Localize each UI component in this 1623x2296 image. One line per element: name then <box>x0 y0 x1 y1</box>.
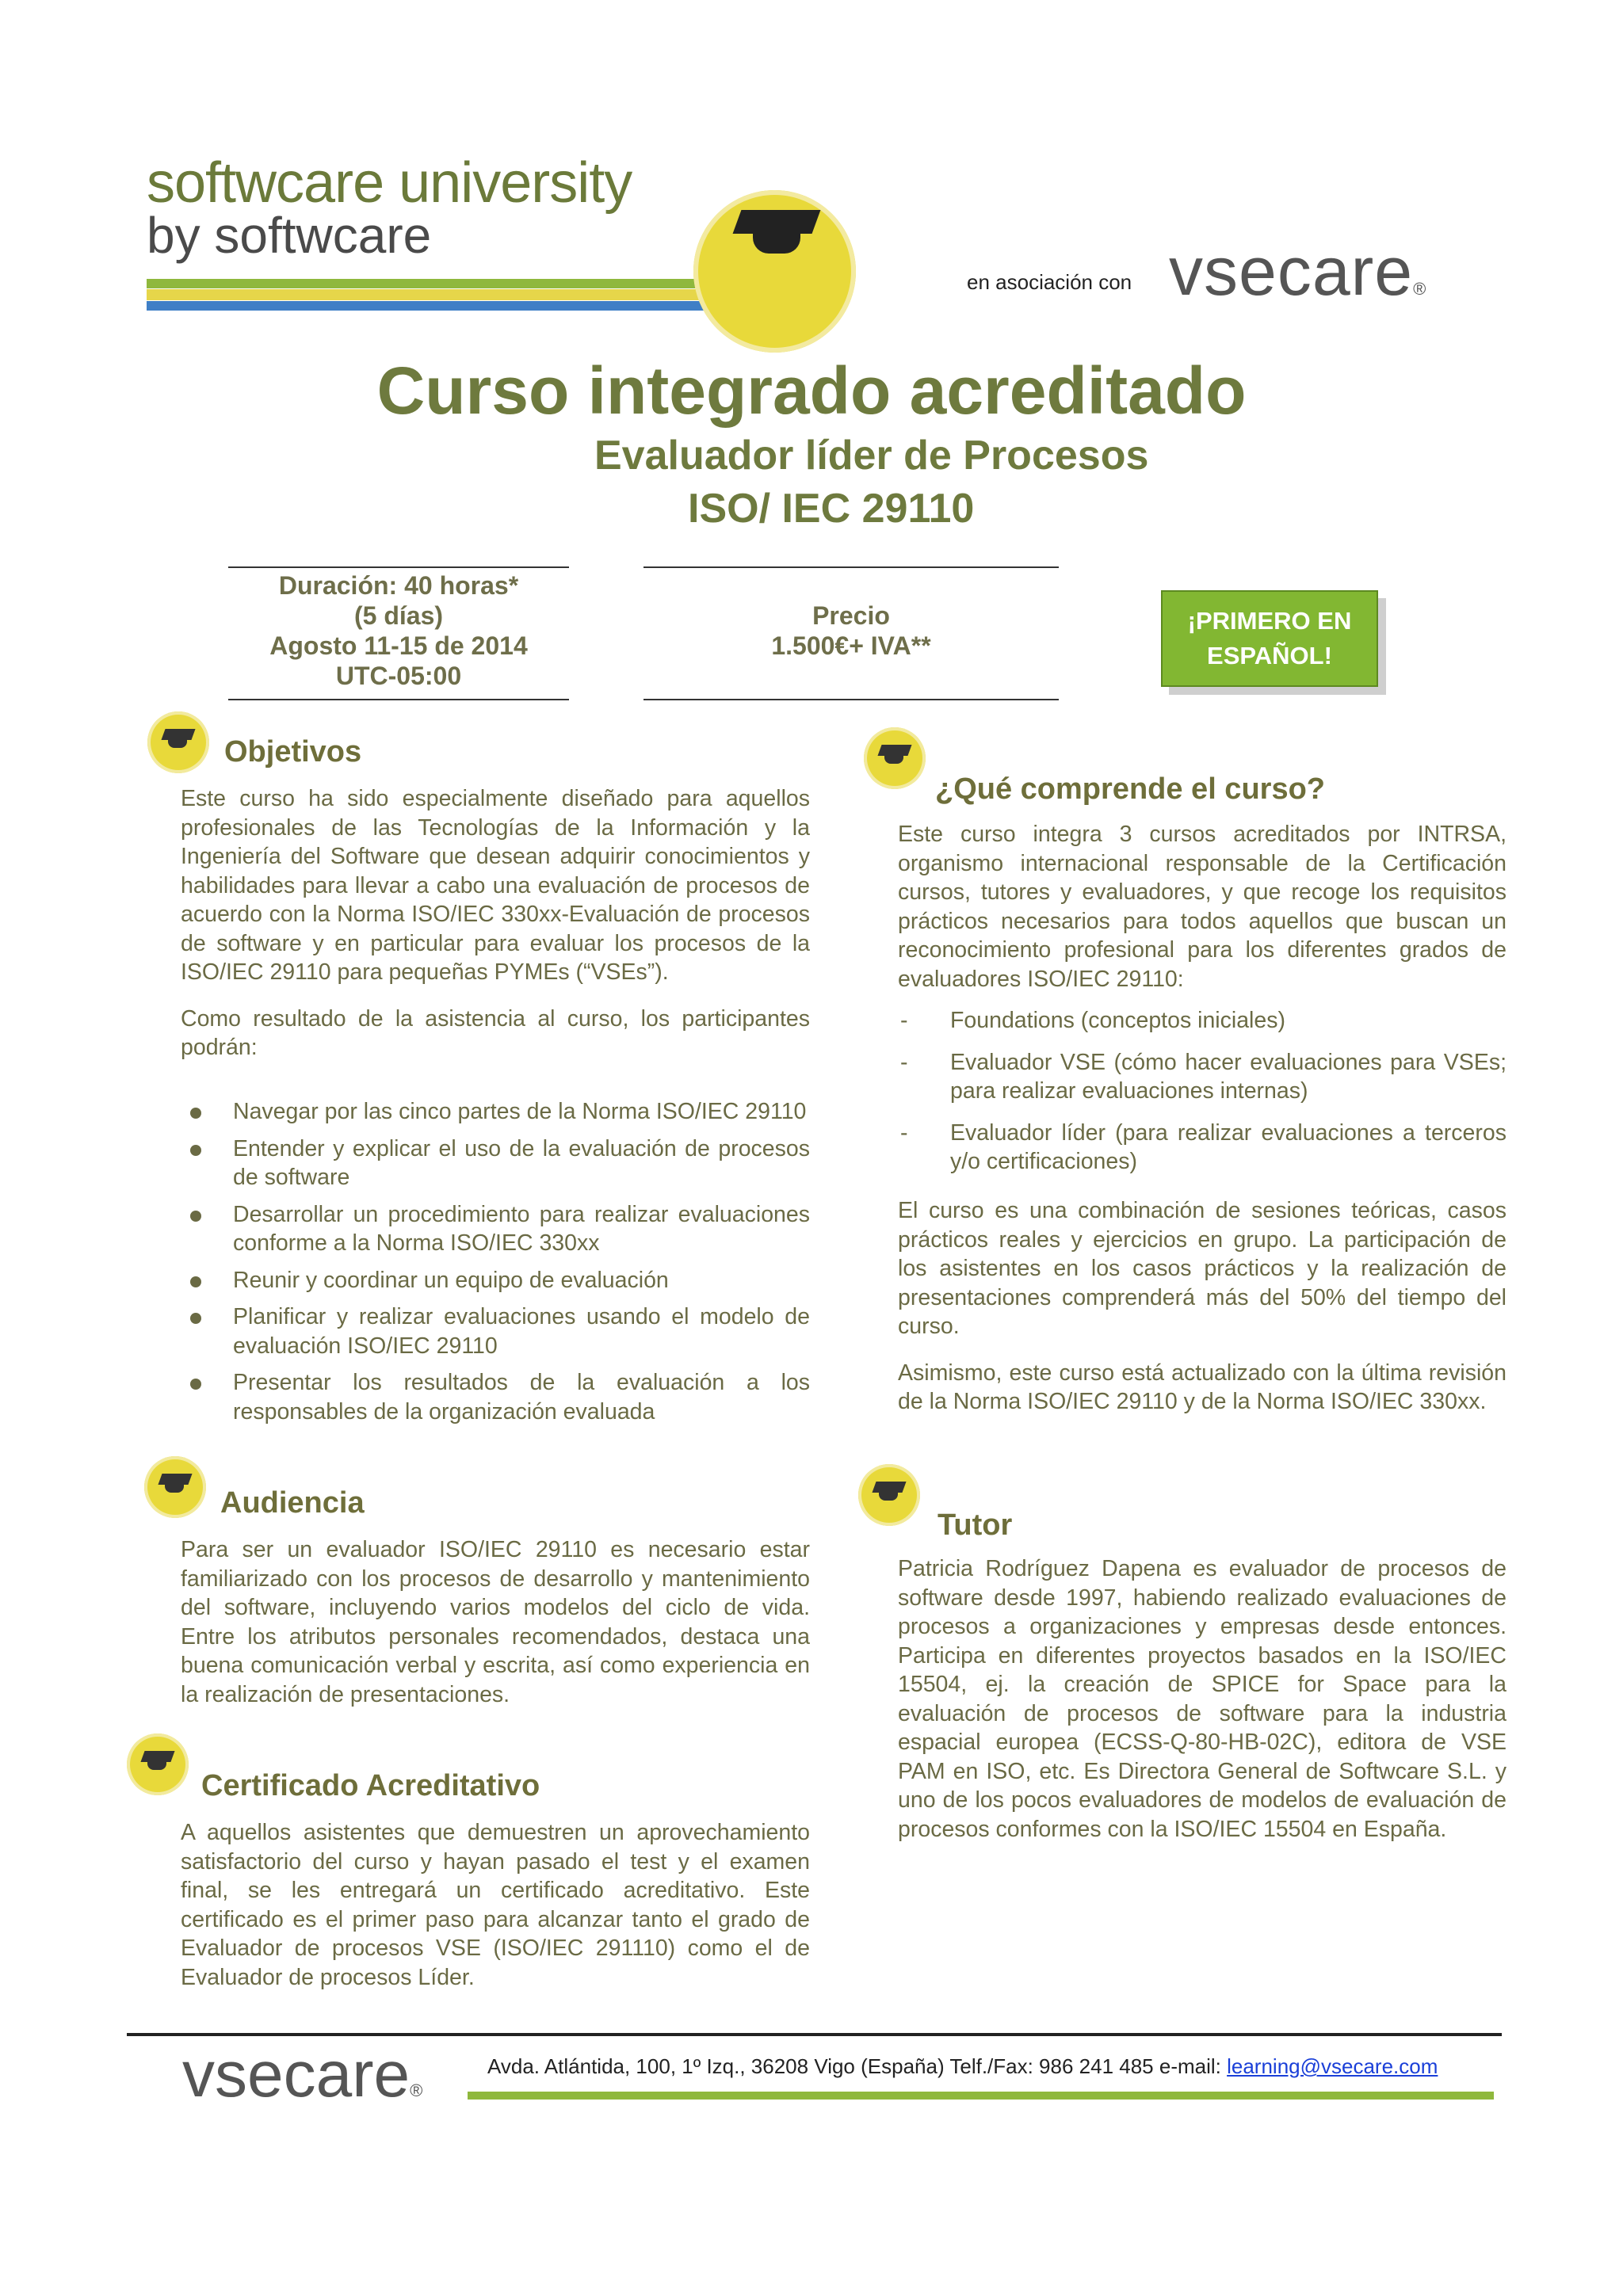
dash-icon: - <box>900 1119 908 1146</box>
logo-stripe-yellow <box>147 289 713 300</box>
list-item: Presentar los resultados de la evaluación a los responsables de la organización evaluada <box>181 1368 810 1426</box>
bullet-icon <box>190 1211 201 1222</box>
duration-box <box>228 570 569 691</box>
list-item: - Evaluador VSE (cómo hacer evaluaciones para VSEs; para realizar evaluaciones internas) <box>900 1049 1507 1104</box>
bullet-icon <box>190 1276 201 1287</box>
dash-icon: - <box>900 1049 908 1075</box>
cap-body-shape <box>753 230 800 254</box>
audiencia-paragraph: Para ser un evaluador ISO/IEC 29110 es necesario estar familiarizado con los procesos de desarrollo y mantenimiento del software, incluyendo varios modelos del ciclo de vida. Entre los atributos personales recomendados, destaca una buena comunicación verbal y escrita, así como experiencia en la realización de presentaciones. <box>181 1537 810 1707</box>
price-box <box>643 601 1059 661</box>
objetivos-intro-list: Como resultado de la asistencia al curso, los participantes podrán: <box>181 1005 810 1060</box>
timezone: UTC-05:00 <box>335 662 462 690</box>
bullet-icon <box>190 1379 201 1390</box>
divider <box>228 699 569 700</box>
footer-vsecare-logo <box>182 2039 423 2111</box>
registered-mark: ® <box>1413 279 1427 299</box>
footer-logo-text: vsecare <box>182 2039 411 2111</box>
price-label: Precio <box>812 601 890 630</box>
duration-days: (5 días) <box>353 601 444 630</box>
list-item: - Foundations (conceptos iniciales) <box>900 1008 1285 1033</box>
softwcare-university-logo: softwcare university <box>147 151 632 215</box>
list-item: Desarrollar un procedimiento para realizar evaluaciones conforme a la Norma ISO/IEC 330xx <box>181 1200 810 1258</box>
vsecare-logo-text: vsecare <box>1169 234 1414 310</box>
audiencia-text <box>181 1535 810 1709</box>
bullet-icon <box>190 1108 201 1119</box>
list-item: - Evaluador líder (para realizar evaluaciones a terceros y/o certificaciones) <box>900 1119 1507 1174</box>
section-title-certificado: Certificado Acreditativo <box>201 1769 540 1802</box>
course-dates: Agosto 11-15 de 2014 <box>269 631 528 660</box>
by-softwcare-logo: by softwcare <box>147 207 432 264</box>
certificado-paragraph: A aquellos asistentes que demuestren un aprovechamiento satisfactorio del curso y hayan pasado el test y el examen final, se les entregará un certificado acreditativo. Este certificado es el primer paso para alcanzar tanto el grado de Evaluador de procesos VSE (ISO/IEC 291110) como el de Evaluador de procesos Líder. <box>181 1820 810 1990</box>
registered-mark: ® <box>410 2081 423 2100</box>
tutor-paragraph: Patricia Rodríguez Dapena es evaluador de procesos de software desde 1997, habiendo realizado evaluaciones de procesos a organizaciones y empresas desde entonces. Participa en diferentes proyectos basados en la ISO/IEC 15504, ej. la creación de SPICE for Space para la evaluación de procesos de software para la industria espacial europea (ECSS-Q-80-HB-02C), editora de VSE PAM en ISO, etc. Es Directora General de Softwcare S.L. y uno de los pocos evaluadores de modelos de evaluación de procesos conformes con la ISO/IEC 15504 en España. <box>898 1556 1507 1842</box>
address-text: Avda. Atlántida, 100, 1º Izq., 36208 Vigo (España) Telf./Fax: 986 241 485 e-mail: <box>487 2054 1228 2078</box>
comprende-list <box>898 1006 1507 1184</box>
footer-divider <box>127 2033 1502 2036</box>
graduation-cap-icon <box>147 711 209 773</box>
list-item: Navegar por las cinco partes de la Norma ISO/IEC 29110 <box>181 1097 810 1127</box>
graduation-cap-icon <box>127 1733 189 1795</box>
vsecare-logo <box>1169 234 1427 310</box>
certificado-text <box>181 1818 810 1992</box>
comprende-paragraph: Este curso integra 3 cursos acreditados por INTRSA, organismo internacional responsable de la Certificación cursos, tutores y evaluadores, y que recoge los requisitos prácticos necesarios para todos aquellos que buscan un reconocimiento profesional para los diferentes grados de evaluadores ISO/IEC 29110: <box>898 822 1507 992</box>
graduation-cap-icon <box>858 1464 920 1526</box>
graduation-cap-icon <box>144 1456 206 1518</box>
list-item: Entender y explicar el uso de la evaluación de procesos de software <box>181 1135 810 1192</box>
divider <box>643 566 1059 568</box>
objetivos-paragraph: Este curso ha sido especialmente diseñado para aquellos profesionales de las Tecnologías de la Información y la Ingeniería del Software que desean adquirir conocimientos y habilidades para llevar a cabo una evaluación de procesos de acuerdo con la Norma ISO/IEC 330xx-Evaluación de procesos de software y en particular para evaluar los procesos de la ISO/IEC 29110 para pequeñas PYMEs (“VSEs”). <box>181 786 810 985</box>
comprende-paragraph-3: Asimismo, este curso está actualizado con la última revisión de la Norma ISO/IEC 29110 y de la Norma ISO/IEC 330xx. <box>898 1360 1507 1414</box>
bullet-icon <box>190 1313 201 1324</box>
divider <box>228 566 569 568</box>
list-item: Planificar y realizar evaluaciones usando el modelo de evaluación ISO/IEC 29110 <box>181 1302 810 1360</box>
page-subtitle: Evaluador líder de Procesos <box>594 433 1149 479</box>
comprende-text-2 <box>898 1196 1507 1417</box>
price-value: 1.500€+ IVA** <box>771 631 931 660</box>
page-subtitle-standard: ISO/ IEC 29110 <box>688 486 975 532</box>
section-title-objetivos: Objetivos <box>224 735 362 769</box>
bullet-icon <box>190 1145 201 1156</box>
email-link[interactable]: learning@vsecare.com <box>1227 2054 1438 2078</box>
section-title-tutor: Tutor <box>938 1508 1013 1542</box>
association-text: en asociación con <box>967 270 1132 294</box>
list-item: Reunir y coordinar un equipo de evaluación <box>181 1266 810 1295</box>
section-title-audiencia: Audiencia <box>220 1486 365 1520</box>
page-title: Curso integrado acreditado <box>376 353 1247 428</box>
tutor-text <box>898 1554 1507 1844</box>
objetivos-list <box>181 1097 810 1434</box>
badge-line-2: ESPAÑOL! <box>1207 642 1332 669</box>
section-title-que-comprende: ¿Qué comprende el curso? <box>935 772 1325 806</box>
graduation-cap-icon <box>864 727 926 789</box>
divider <box>643 699 1059 700</box>
logo-stripe-green <box>147 279 713 288</box>
first-in-spanish-badge <box>1161 590 1378 687</box>
objetivos-text <box>181 784 810 1062</box>
duration-hours: Duración: 40 horas* <box>278 571 519 600</box>
logo-stripe-blue <box>147 301 713 311</box>
footer-green-stripe <box>468 2092 1494 2100</box>
dash-icon: - <box>900 1008 908 1033</box>
footer-address <box>487 2054 1438 2079</box>
comprende-text <box>898 820 1507 994</box>
comprende-paragraph-2: El curso es una combinación de sesiones teóricas, casos prácticos reales y ejercicios en grupo. La participación de los asistentes en los casos prácticos y la realización de presentaciones comprenderá más del 50% del tiempo del curso. <box>898 1198 1507 1339</box>
badge-line-1: ¡PRIMERO EN <box>1187 607 1352 635</box>
